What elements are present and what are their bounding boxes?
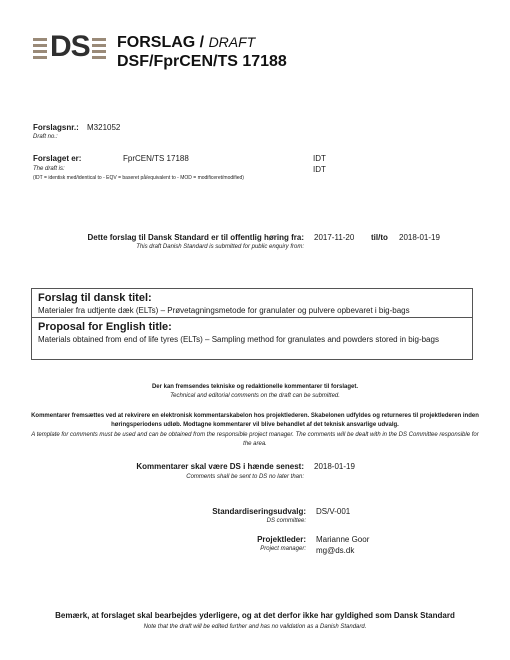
hearing-label-en: This draft Danish Standard is submitted for public enquiry from:: [136, 244, 304, 250]
english-title-text: Materials obtained from end of life tyres (ELTs) – Sampling method for granulates and powders stored in big-bags: [38, 335, 439, 344]
committee-value: DS/V-001: [316, 507, 351, 516]
committee-label-en: DS committee:: [266, 518, 306, 524]
forslagsnr-label-en: Draft no.:: [33, 134, 58, 140]
forslaget-label-en: The draft is:: [33, 166, 65, 172]
footer-note: Bemærk, at forslaget skal bearbejdes yderligere, og at det derfor ikke har gyldighed som Dansk Standard: [55, 611, 455, 620]
logo-text: DS: [50, 30, 90, 63]
manager-email[interactable]: mg@ds.dk: [316, 546, 355, 555]
logo-bars-left: [33, 38, 47, 62]
deadline-value: 2018-01-19: [314, 462, 355, 471]
danish-title-text: Materialer fra udtjente dæk (ELTs) – Prøvetagningsmetode for granulater og pulvere opbevaret i big-bags: [38, 306, 410, 315]
hearing-to-label: til/to: [371, 233, 388, 242]
forslaget-value: FprCEN/TS 17188: [123, 154, 189, 163]
manager-label-en: Project manager:: [260, 546, 306, 552]
committee-label: Standardiseringsudvalg:: [212, 507, 306, 516]
deadline-label-en: Comments shall be sent to DS no later than:: [186, 474, 304, 480]
manager-label: Projektleder:: [257, 535, 306, 544]
forslaget-idt-2: IDT: [313, 165, 326, 174]
danish-title-box: [31, 288, 473, 318]
header-title: [117, 33, 255, 52]
danish-title-heading: Forslag til dansk titel:: [38, 292, 152, 304]
forslagsnr-label: Forslagsnr.:: [33, 123, 79, 132]
forslaget-idt: IDT: [313, 154, 326, 163]
footer-note-en: Note that the draft will be edited further and has no validation as a Danish Standard.: [143, 624, 367, 630]
deadline-label: Kommentarer skal være DS i hænde senest:: [136, 462, 304, 471]
manager-name: Marianne Goor: [316, 535, 370, 544]
forslaget-legend: (IDT = identisk med/identical to - EQV = baseret på/equivalent to - MOD = modificeret/modified): [33, 175, 244, 181]
english-title-box: [31, 318, 473, 360]
comments-line1: Der kan fremsendes tekniske og redaktionelle kommentarer til forslaget.: [151, 384, 359, 390]
header-draft: DRAFT: [208, 34, 256, 50]
forslaget-label: Forslaget er:: [33, 154, 82, 163]
forslagsnr-value: M321052: [87, 123, 121, 132]
english-title-heading: Proposal for English title:: [38, 321, 172, 333]
logo-bars-right: [92, 38, 106, 62]
header-doc-id: DSF/FprCEN/TS 17188: [117, 53, 287, 70]
header-forslag: FORSLAG /: [117, 34, 205, 51]
comments-line1-en: Technical and editorial comments on the draft can be submitted.: [170, 393, 340, 399]
hearing-label: Dette forslag til Dansk Standard er til offentlig høring fra:: [87, 233, 304, 242]
hearing-to: 2018-01-19: [399, 233, 440, 242]
hearing-from: 2017-11-20: [314, 233, 355, 242]
comments-line2-en: A template for comments must be used and can be obtained from the responsible project manager. The comments will be dealt with in the DS Committee responsible for the area.: [31, 432, 479, 447]
ds-logo: [33, 30, 109, 64]
comments-line2: Kommentarer fremsættes ved at rekvirere en elektronisk kommentarskabelon hos projektlederen. Skabelonen udfyldes og returneres til projektlederen inden høringsperiodens udløb. Modtagne kommentarer vil blive behandlet af det teknisk ansvarlige udvalg.: [31, 413, 479, 428]
